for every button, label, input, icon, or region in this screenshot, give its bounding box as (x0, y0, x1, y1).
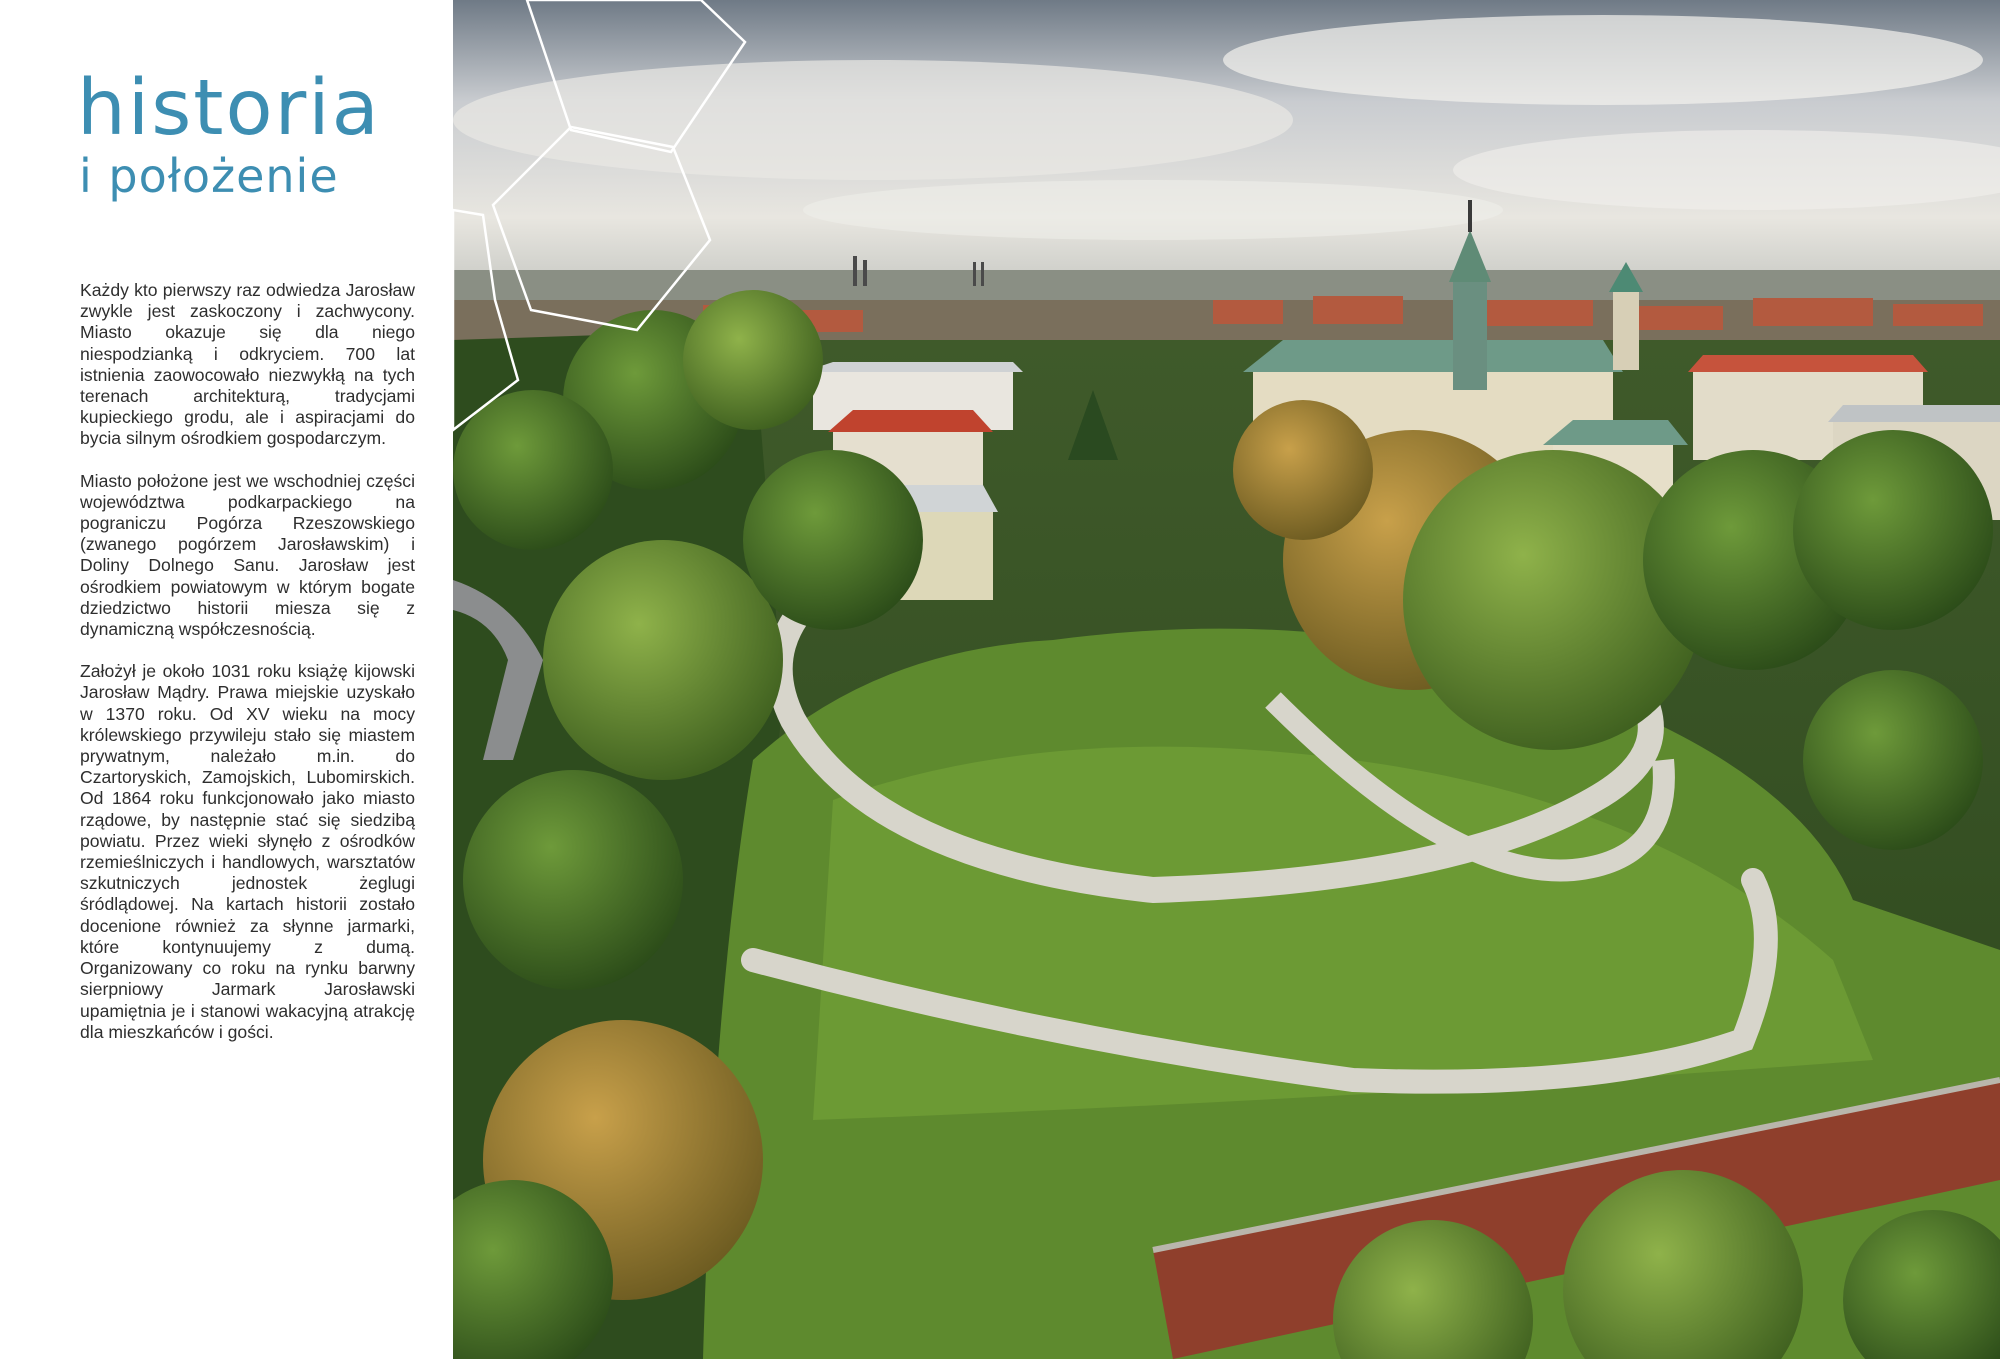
paragraph-location: Miasto położone jest we wschodniej części województwa podkarpackiego na pograniczu Pogórza Rzeszowskiego (zwanego pogórzem Jarosławskim) i Doliny Dolnego Sanu. Jarosław jest ośrodkiem powiatowym w którym bogate dziedzictwo historii miesza się z dynamiczną współczesnością. (80, 470, 415, 640)
title-line-polozenie: i położenie (79, 149, 339, 203)
aerial-city-photo (453, 0, 2000, 1359)
title-line-historia: historia (77, 64, 381, 153)
text-column (0, 0, 452, 1359)
page-title (77, 64, 381, 203)
article-body (80, 280, 415, 1064)
paragraph-intro: Każdy kto pierwszy raz odwiedza Jarosław zwykle jest zaskoczony i zachwycony. Miasto okazuje się dla niego niespodzianką i odkryciem. 700 lat istnienia zaowocowało niezwykłą na tych terenach architekturą, tradycjami kupieckiego grodu, ale i aspiracjami do bycia silnym ośrodkiem gospodarczym. (80, 280, 415, 449)
paragraph-history: Założył je około 1031 roku książę kijowski Jarosław Mądry. Prawa miejskie uzyskało w 1370 roku. Od XV wieku na mocy królewskiego przywileju stało się miastem prywatnym, należało m.in. do Czartoryskich, Zamojskich, Lubomirskich. Od 1864 roku funkcjonowało jako miasto rządowe, by następnie stać się siedzibą powiatu. Przez wieki słynęło z ośrodków rzemieślniczych i handlowych, warsztatów szkutniczych jednostek żeglugi śródlądowej. Na kartach historii zostało docenione również za słynne jarmarki, które kontynuujemy z dumą. Organizowany co roku na rynku barwny sierpniowy Jarmark Jarosławski upamiętnia je i stanowi wakacyjną atrakcję dla mieszkańców i gości. (80, 661, 415, 1042)
